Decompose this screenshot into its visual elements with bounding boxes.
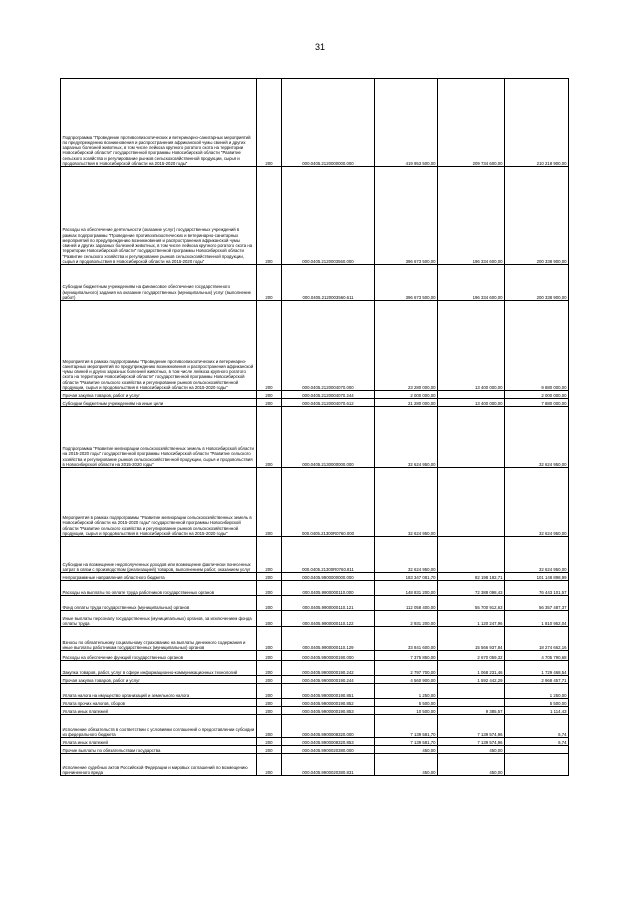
row-name: Субсидии на возмещение недополученных доходов или возмещение фактически понесенных затрат в связи с производством (реализацией) товаров, выполнением работ, оказанием услуг: [61, 537, 257, 573]
row-code: 200: [257, 746, 282, 754]
row-approved-amount: 2 000 000,00: [375, 391, 438, 399]
row-name: Прочая закупка товаров, работ и услуг: [61, 391, 257, 399]
row-name: Непрограммные направления областного бюджета: [61, 573, 257, 581]
row-remaining-amount: 9 880 000,00: [505, 301, 569, 391]
row-code: 200: [257, 699, 282, 707]
row-code: 200: [257, 581, 282, 596]
row-remaining-amount: 1 114,43: [505, 707, 569, 715]
row-code: 200: [257, 265, 282, 301]
row-remaining-amount: 6,74: [505, 738, 569, 746]
row-executed-amount: [438, 699, 505, 707]
row-classification: 000.0405.2120004070.000: [282, 301, 375, 391]
budget-table-body: [61, 79, 569, 776]
row-name: Исполнение обязательств в соответствии с условиями соглашений о предоставлении субсидии из федерального бюджета: [61, 715, 257, 738]
row-name: Прочие выплаты по обязательствам государства: [61, 746, 257, 754]
row-executed-amount: 7 139 574,96: [438, 715, 505, 738]
row-executed-amount: 196 334 600,00: [438, 265, 505, 301]
row-classification: 000.0405.2130000000.000: [282, 407, 375, 468]
row-remaining-amount: 56 357 487,37: [505, 596, 569, 611]
row-executed-amount: 82 198 182,71: [438, 573, 505, 581]
row-executed-amount: 72 388 098,43: [438, 581, 505, 596]
table-row: [61, 627, 569, 651]
table-row: [61, 754, 569, 776]
row-classification: 000.0405.9900000110.121: [282, 596, 375, 611]
row-code: 200: [257, 301, 282, 391]
row-approved-amount: 112 058 400,00: [375, 596, 438, 611]
row-executed-amount: 13 400 000,00: [438, 301, 505, 391]
row-code: 200: [257, 715, 282, 738]
row-classification: 000.0405.2120004070.244: [282, 391, 375, 399]
table-row: [61, 661, 569, 676]
row-approved-amount: 32 624 950,00: [375, 468, 438, 537]
row-approved-amount: 21 280 000,00: [375, 399, 438, 407]
row-classification: 000.0405.9900000190.000: [282, 651, 375, 661]
row-approved-amount: 1 250,00: [375, 684, 438, 699]
row-classification: 000.0405.21300R0760.000: [282, 468, 375, 537]
row-executed-amount: 450,00: [438, 746, 505, 754]
row-classification: 000.0405.9900008320.853: [282, 738, 375, 746]
row-name: Расходы на обеспечение функций государственных органов: [61, 651, 257, 661]
table-row: [61, 468, 569, 537]
row-classification: 000.0405.9900020380.831: [282, 754, 375, 776]
row-approved-amount: 148 831 200,00: [375, 581, 438, 596]
row-executed-amount: [438, 468, 505, 537]
row-classification: 000.0405.9900000110.122: [282, 611, 375, 627]
row-approved-amount: 2 797 700,00: [375, 661, 438, 676]
row-remaining-amount: 32 624 950,00: [505, 407, 569, 468]
row-remaining-amount: 32 624 950,00: [505, 537, 569, 573]
table-row: [61, 581, 569, 596]
row-remaining-amount: 6,74: [505, 715, 569, 738]
row-approved-amount: 450,00: [375, 754, 438, 776]
row-name: Расходы на обеспечение деятельности (оказание услуг) государственных учреждений в рамках подпрограммы "Проведение противоэпизоотических и ветеринарно-санитарных мероприятий по предупреждению возникновения и распространения африканской чумы свиней и других заразных болезней животных, в том числе лейкоза крупного рогатого скота на территории Новосибирской области" государственной программы Новосибирской области "Развитие сельского хозяйства и регулирование рынков сельскохозяйственной продукции, сырья и продовольствия в Новосибирской области на 2015-2020 годы": [61, 167, 257, 265]
row-code: 200: [257, 399, 282, 407]
row-code: 200: [257, 651, 282, 661]
row-approved-amount: 32 624 950,00: [375, 537, 438, 573]
row-approved-amount: 33 841 600,00: [375, 627, 438, 651]
table-row: [61, 684, 569, 699]
row-name: Мероприятия в рамках подпрограммы "Проведение противоэпизоотических и ветеринарно-санитарных мероприятий по предупреждению возникновения и распространения африканской чумы свиней и других заразных болезней животных, в том числе лейкоза крупного рогатого скота на территории Новосибирской области" государственной программы Новосибирской области "Развитие сельского хозяйства и регулирование рынков сельскохозяйственной продукции, сырья и продовольствия в Новосибирской области на 2015-2020 годы": [61, 301, 257, 391]
table-row: [61, 301, 569, 391]
row-remaining-amount: 32 624 950,00: [505, 468, 569, 537]
row-code: 200: [257, 573, 282, 581]
row-executed-amount: 1 068 231,46: [438, 661, 505, 676]
row-code: 200: [257, 676, 282, 684]
row-executed-amount: 209 734 600,00: [438, 79, 505, 167]
row-code: 200: [257, 661, 282, 676]
row-code: 200: [257, 468, 282, 537]
row-executed-amount: 15 566 937,84: [438, 627, 505, 651]
row-executed-amount: 13 400 000,00: [438, 399, 505, 407]
row-code: 200: [257, 167, 282, 265]
row-remaining-amount: 1 810 952,04: [505, 611, 569, 627]
row-code: 200: [257, 684, 282, 699]
row-executed-amount: 1 120 247,96: [438, 611, 505, 627]
table-row: [61, 265, 569, 301]
table-row: [61, 676, 569, 684]
row-executed-amount: 1 592 442,29: [438, 676, 505, 684]
row-approved-amount: 7 139 581,70: [375, 738, 438, 746]
table-row: [61, 715, 569, 738]
row-code: 200: [257, 537, 282, 573]
row-code: 200: [257, 754, 282, 776]
row-approved-amount: 10 500,00: [375, 707, 438, 715]
row-classification: 000.0405.2120003560.000: [282, 167, 375, 265]
row-classification: 000.0405.9900000190.852: [282, 699, 375, 707]
row-name: Закупка товаров, работ, услуг в сфере информационно-коммуникационных технологий: [61, 661, 257, 676]
row-remaining-amount: 5 500,00: [505, 699, 569, 707]
row-approved-amount: 396 673 500,00: [375, 167, 438, 265]
row-name: Взносы по обязательному социальному страхованию на выплаты денежного содержания и иные выплаты работникам государственных (муниципальных) органов: [61, 627, 257, 651]
table-row: [61, 651, 569, 661]
row-name: Уплата налога на имущество организаций и земельного налога: [61, 684, 257, 699]
row-remaining-amount: 76 443 101,57: [505, 581, 569, 596]
table-row: [61, 699, 569, 707]
row-name: Подпрограмма "Развитие мелиорации сельскохозяйственных земель в Новосибирской области на 2015-2020 годы" государственной программы Новосибирской области "Развитие сельского хозяйства и регулирование рынков сельскохозяйственной продукции, сырья и продовольствия в Новосибирской области на 2015-2020 годы": [61, 407, 257, 468]
row-name: Прочая закупка товаров, работ и услуг: [61, 676, 257, 684]
row-executed-amount: 7 139 574,96: [438, 738, 505, 746]
row-approved-amount: 396 673 500,00: [375, 265, 438, 301]
row-executed-amount: [438, 407, 505, 468]
row-remaining-amount: 200 338 900,00: [505, 167, 569, 265]
row-name: Фонд оплаты труда государственных (муниципальных) органов: [61, 596, 257, 611]
row-classification: 000.0405.9900000110.000: [282, 581, 375, 596]
row-remaining-amount: [505, 746, 569, 754]
table-row: [61, 167, 569, 265]
row-classification: 000.0405.9900000190.244: [282, 676, 375, 684]
row-executed-amount: [438, 684, 505, 699]
row-executed-amount: 55 700 912,63: [438, 596, 505, 611]
table-row: [61, 537, 569, 573]
row-code: 200: [257, 391, 282, 399]
row-classification: 000.0405.9900000190.853: [282, 707, 375, 715]
row-classification: 000.0405.9900020380.000: [282, 746, 375, 754]
row-approved-amount: 32 624 950,00: [375, 407, 438, 468]
row-executed-amount: 9 385,57: [438, 707, 505, 715]
row-approved-amount: 7 139 581,70: [375, 715, 438, 738]
row-code: 200: [257, 627, 282, 651]
row-code: 200: [257, 407, 282, 468]
row-classification: 000.0405.2120000000.000: [282, 79, 375, 167]
row-approved-amount: 183 347 081,70: [375, 573, 438, 581]
row-classification: 000.0405.9900000000.000: [282, 573, 375, 581]
row-classification: 000.0405.9900000190.851: [282, 684, 375, 699]
row-classification: 000.0405.9900008320.000: [282, 715, 375, 738]
row-remaining-amount: 101 148 898,99: [505, 573, 569, 581]
budget-table: [60, 78, 569, 776]
row-approved-amount: 2 931 200,00: [375, 611, 438, 627]
table-row: [61, 738, 569, 746]
row-code: 200: [257, 596, 282, 611]
row-name: Субсидии бюджетным учреждениям на финансовое обеспечение государственного (муниципального) задания на оказание государственных (муниципальных) услуг (выполнение работ): [61, 265, 257, 301]
row-remaining-amount: 2 000 000,00: [505, 391, 569, 399]
row-name: Подпрограмма "Проведение противоэпизоотических и ветеринарно-санитарных мероприятий по предупреждению возникновения и распространения африканской чумы свиней и других заразных болезней животных, в том числе лейкоза крупного рогатого скота на территории Новосибирской области" государственной программы Новосибирской области "Развитие сельского хозяйства и регулирование рынков сельскохозяйственной продукции, сырья и продовольствия в Новосибирской области на 2015-2020 годы": [61, 79, 257, 167]
row-name: Уплата прочих налогов, сборов: [61, 699, 257, 707]
row-code: 200: [257, 707, 282, 715]
row-classification: 000.0405.21300R0760.811: [282, 537, 375, 573]
table-row: [61, 746, 569, 754]
row-classification: 000.0405.9900000190.242: [282, 661, 375, 676]
row-code: 200: [257, 611, 282, 627]
row-remaining-amount: 2 968 457,71: [505, 676, 569, 684]
row-name: Исполнение судебных актов Российской Федерации и мировых соглашений по возмещению причиненного вреда: [61, 754, 257, 776]
row-approved-amount: 4 560 900,00: [375, 676, 438, 684]
row-name: Уплата иных платежей: [61, 707, 257, 715]
table-row: [61, 399, 569, 407]
table-row: [61, 391, 569, 399]
row-approved-amount: 419 953 500,00: [375, 79, 438, 167]
row-executed-amount: 450,00: [438, 754, 505, 776]
table-row: [61, 79, 569, 167]
row-remaining-amount: 7 880 000,00: [505, 399, 569, 407]
row-remaining-amount: 210 218 900,00: [505, 79, 569, 167]
row-remaining-amount: 1 729 468,54: [505, 661, 569, 676]
row-code: 200: [257, 738, 282, 746]
table-row: [61, 596, 569, 611]
row-remaining-amount: [505, 754, 569, 776]
table-row: [61, 707, 569, 715]
row-classification: 000.0405.2120004070.612: [282, 399, 375, 407]
row-remaining-amount: 200 338 900,00: [505, 265, 569, 301]
row-code: 200: [257, 79, 282, 167]
row-approved-amount: 450,00: [375, 746, 438, 754]
row-remaining-amount: 1 250,00: [505, 684, 569, 699]
row-executed-amount: [438, 391, 505, 399]
row-classification: 000.0405.9900000110.129: [282, 627, 375, 651]
table-row: [61, 573, 569, 581]
row-name: Иные выплаты персоналу государственных (муниципальных) органов, за исключением фонда оплаты труда: [61, 611, 257, 627]
row-executed-amount: [438, 537, 505, 573]
table-row: [61, 611, 569, 627]
row-remaining-amount: 18 274 662,16: [505, 627, 569, 651]
row-executed-amount: 2 670 059,32: [438, 651, 505, 661]
row-classification: 000.0405.2120003560.611: [282, 265, 375, 301]
page-number: 31: [314, 42, 325, 52]
table-row: [61, 407, 569, 468]
row-name: Уплата иных платежей: [61, 738, 257, 746]
row-approved-amount: 5 500,00: [375, 699, 438, 707]
row-name: Субсидии бюджетным учреждениям на иные цели: [61, 399, 257, 407]
row-name: Мероприятия в рамках подпрограммы "Развитие мелиорации сельскохозяйственных земель в Новосибирской области на 2015-2020 годы" государственной программы Новосибирской области "Развитие сельского хозяйства и регулирование рынков сельскохозяйственной продукции, сырья и продовольствия в Новосибирской области на 2015-2020 годы": [61, 468, 257, 537]
row-executed-amount: 196 334 600,00: [438, 167, 505, 265]
row-approved-amount: 23 280 000,00: [375, 301, 438, 391]
row-approved-amount: 7 375 850,00: [375, 651, 438, 661]
row-remaining-amount: 4 705 790,68: [505, 651, 569, 661]
row-name: Расходы на выплаты по оплате труда работников государственных органов: [61, 581, 257, 596]
